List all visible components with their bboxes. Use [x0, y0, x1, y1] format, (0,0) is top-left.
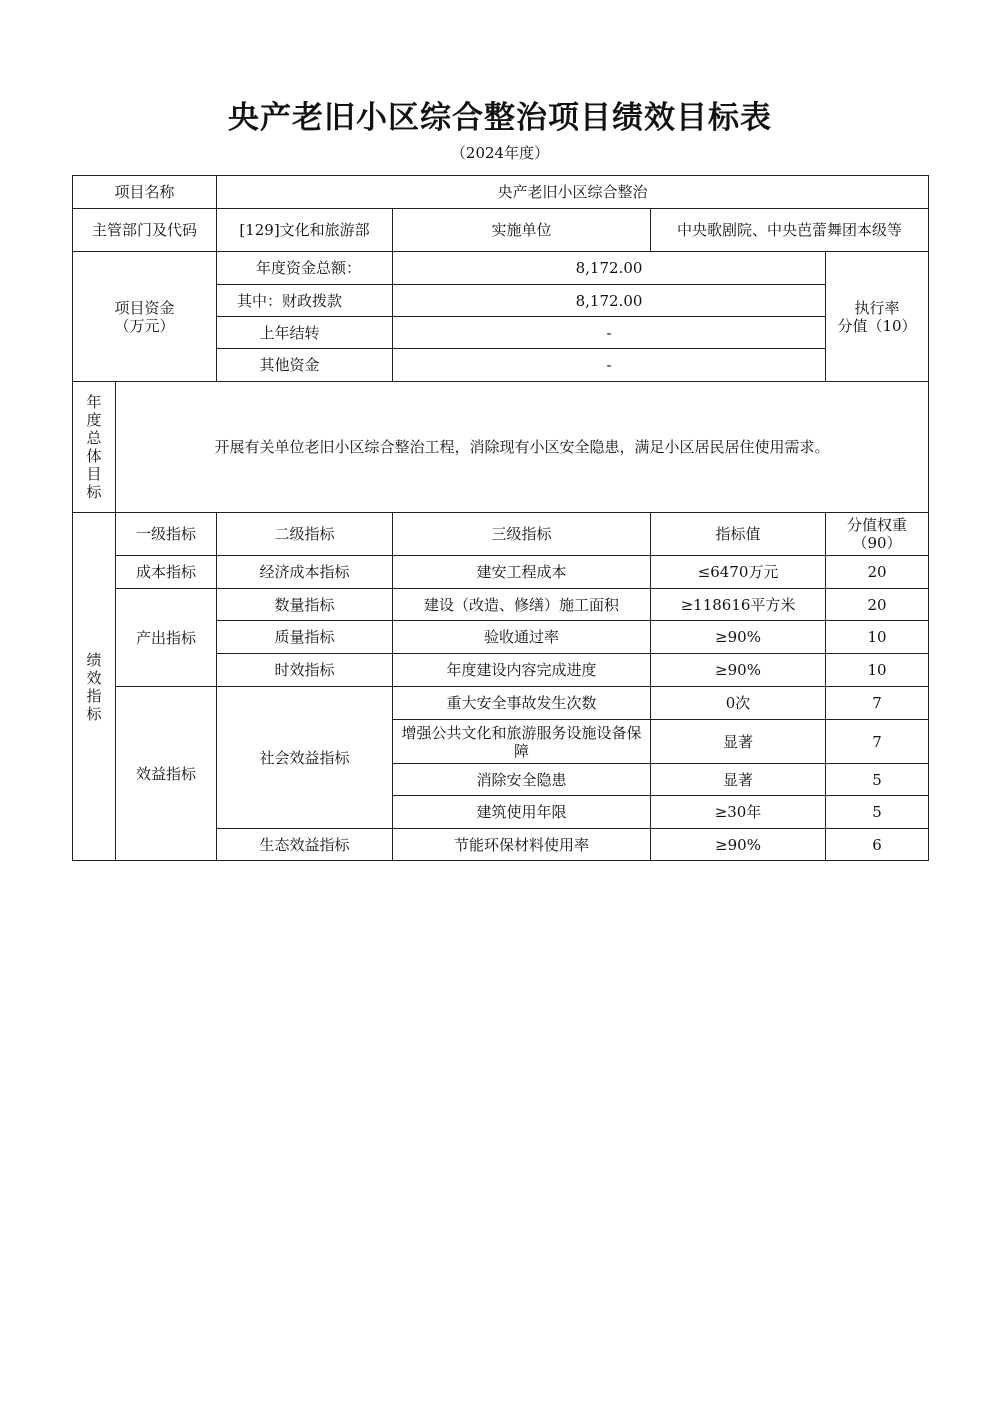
indicator-value: 显著 [651, 720, 826, 764]
funds-row-label: 其他资金 [217, 349, 393, 382]
annual-goal-label-text: 年度总体目标 [86, 393, 102, 501]
indicator-level3: 节能环保材料使用率 [393, 829, 651, 861]
table-row [73, 589, 929, 621]
indicator-level2: 时效指标 [217, 654, 393, 687]
indicator-value: ≥118616平方米 [651, 589, 826, 621]
indicator-value: 0次 [651, 687, 826, 720]
indicator-level3: 建安工程成本 [393, 556, 651, 589]
indicator-level3: 建筑使用年限 [393, 796, 651, 829]
page-subtitle-year: （2024年度） [450, 144, 550, 162]
funds-label: 项目资金 （万元） [73, 252, 217, 382]
indicator-level2: 社会效益指标 [217, 687, 393, 829]
table-row [73, 209, 929, 252]
indicator-level3: 建设（改造、修缮）施工面积 [393, 589, 651, 621]
indicators-section-label-text: 绩效指标 [86, 650, 102, 723]
indicator-level2: 经济成本指标 [217, 556, 393, 589]
table-row [73, 687, 929, 720]
indicator-value: ≥90% [651, 829, 826, 861]
indicator-weight: 20 [826, 556, 929, 589]
group-benefit: 效益指标 [116, 687, 217, 861]
funds-row-value: - [393, 349, 826, 382]
indicator-weight: 5 [826, 796, 929, 829]
annual-goal-label [73, 382, 116, 513]
group-output: 产出指标 [116, 589, 217, 687]
indicator-level2: 质量指标 [217, 621, 393, 654]
indicator-weight: 6 [826, 829, 929, 861]
table-row [73, 382, 929, 513]
indicator-value: ≥90% [651, 654, 826, 687]
impl-unit-label: 实施单位 [393, 209, 651, 252]
indicator-level2: 生态效益指标 [217, 829, 393, 861]
performance-target-table [72, 175, 929, 861]
indicator-level3: 验收通过率 [393, 621, 651, 654]
indicators-section-label [73, 513, 116, 861]
indicator-weight: 7 [826, 720, 929, 764]
project-name-value: 央产老旧小区综合整治 [217, 176, 929, 209]
funds-row-value: 8,172.00 [393, 285, 826, 317]
table-row [73, 556, 929, 589]
indicator-value: ≥90% [651, 621, 826, 654]
funds-row-label: 上年结转 [217, 317, 393, 349]
header-level2: 二级指标 [217, 513, 393, 556]
indicator-value: ≥30年 [651, 796, 826, 829]
impl-unit-value: 中央歌剧院、中央芭蕾舞团本级等 [651, 209, 929, 252]
indicator-weight: 10 [826, 621, 929, 654]
funds-row-label: 其中：财政拨款 [217, 285, 393, 317]
indicator-level3: 年度建设内容完成进度 [393, 654, 651, 687]
dept-label: 主管部门及代码 [73, 209, 217, 252]
group-cost: 成本指标 [116, 556, 217, 589]
page-title: 央产老旧小区综合整治项目绩效目标表 [228, 100, 772, 136]
indicator-level2: 数量指标 [217, 589, 393, 621]
funds-row-value: - [393, 317, 826, 349]
header-level1: 一级指标 [116, 513, 217, 556]
indicator-value: 显著 [651, 764, 826, 796]
indicator-weight: 5 [826, 764, 929, 796]
funds-score-label: 执行率 分值（10） [826, 252, 929, 382]
indicator-weight: 7 [826, 687, 929, 720]
project-name-label: 项目名称 [73, 176, 217, 209]
indicator-level3: 增强公共文化和旅游服务设施设备保障 [393, 720, 651, 764]
header-level3: 三级指标 [393, 513, 651, 556]
table-row [73, 252, 929, 285]
indicator-weight: 10 [826, 654, 929, 687]
funds-row-label: 年度资金总额： [217, 252, 393, 285]
funds-row-value: 8,172.00 [393, 252, 826, 285]
indicator-level3: 消除安全隐患 [393, 764, 651, 796]
annual-goal-text: 开展有关单位老旧小区综合整治工程，消除现有小区安全隐患，满足小区居民居住使用需求。 [116, 382, 929, 513]
indicator-weight: 20 [826, 589, 929, 621]
indicator-level3: 重大安全事故发生次数 [393, 687, 651, 720]
dept-value: [129]文化和旅游部 [217, 209, 393, 252]
table-row [73, 513, 929, 556]
indicator-value: ≤6470万元 [651, 556, 826, 589]
table-row [73, 176, 929, 209]
header-value: 指标值 [651, 513, 826, 556]
header-weight: 分值权重 （90） [826, 513, 929, 556]
